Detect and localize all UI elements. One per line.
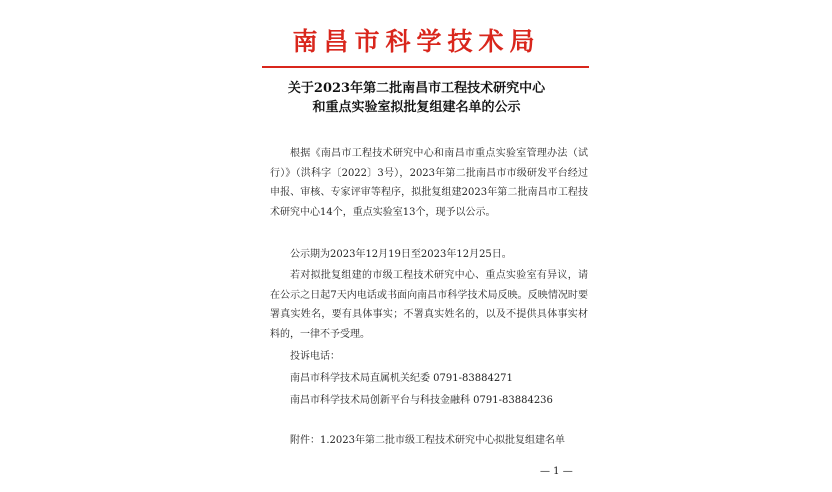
paragraph-basis: 根据《南昌市工程技术研究中心和南昌市重点实验室管理办法（试行）》（洪科字〔2022〕3号），2023年第二批南昌市市级研发平台经过申报、审核、专家评审等程序，拟批复组建2023年第二批南昌市工程技术研究中心14个，重点实验室13个，现予以公示。 xyxy=(270,148,588,218)
document-title-line-1: 关于2023年第二批南昌市工程技术研究中心 xyxy=(287,81,546,96)
paragraph-period: 公示期为2023年12月19日至2023年12月25日。 xyxy=(290,249,512,260)
attachment-line: 附件：1.2023年第二批市级工程技术研究中心拟批复组建名单 xyxy=(290,435,565,446)
contact-line-1: 南昌市科学技术局直属机关纪委 0791-83884271 xyxy=(290,373,513,384)
red-divider xyxy=(262,66,589,68)
paragraph-objection: 若对拟批复组建的市级工程技术研究中心、重点实验室有异议，请在公示之日起7天内电话或书面向南昌市科学技术局反映。反映情况时要署真实姓名，要有具体事实；不署真实姓名的，以及不提供具体事实材料的，一律不予受理。 xyxy=(270,270,588,340)
contact-line-2: 南昌市科学技术局创新平台与科技金融科 0791-83884236 xyxy=(290,395,553,406)
issuer-title: 南昌市科学技术局 xyxy=(292,27,541,56)
contact-heading: 投诉电话： xyxy=(290,351,340,362)
document-page xyxy=(244,0,589,492)
page-number: — 1 — xyxy=(540,466,573,477)
document-title-line-2: 和重点实验室拟批复组建名单的公示 xyxy=(312,100,521,115)
